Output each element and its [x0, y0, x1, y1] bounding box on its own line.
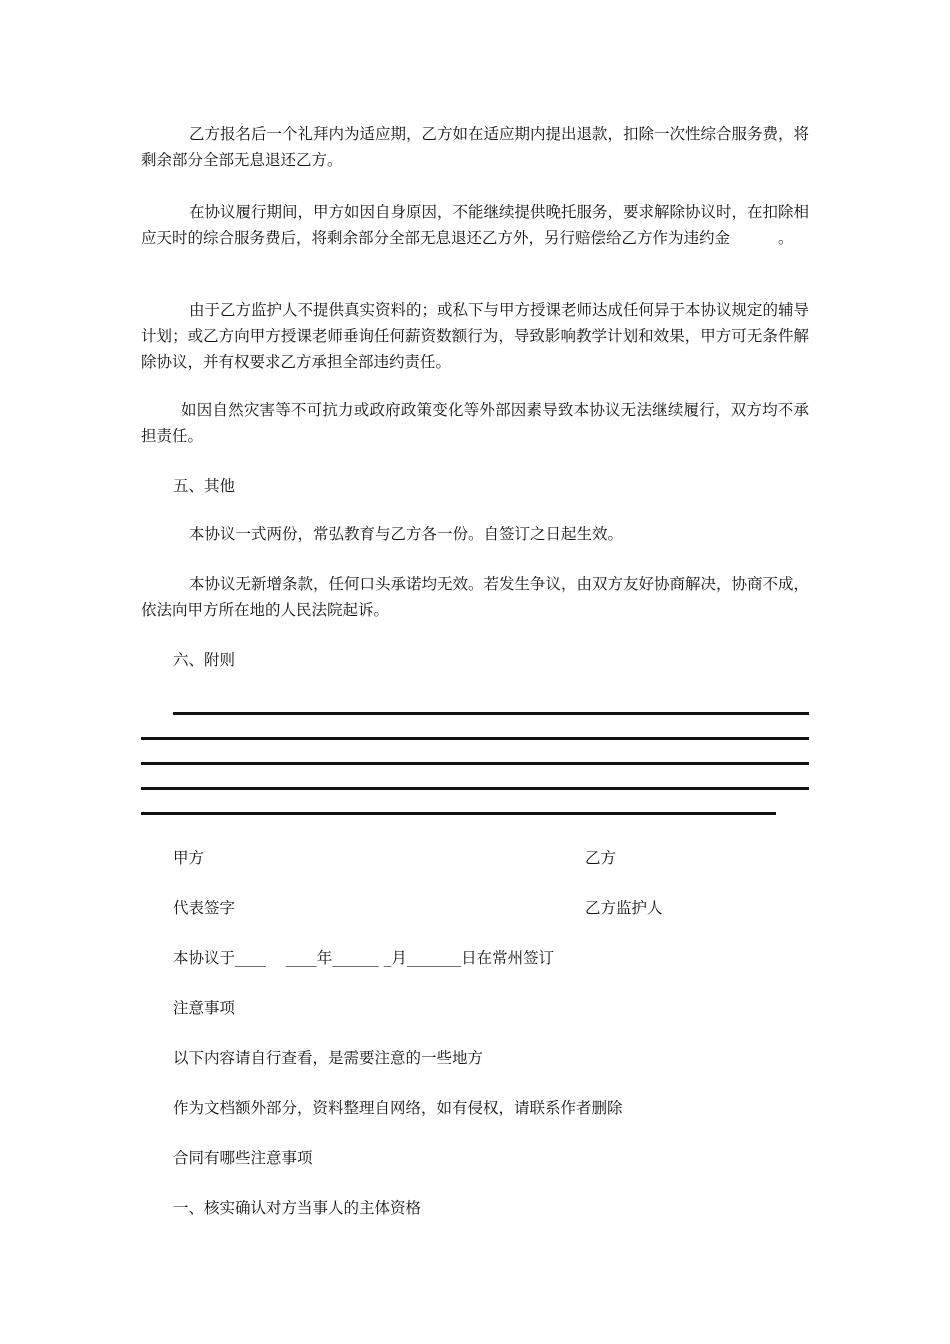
section-heading-appendix: 六、附则 [173, 651, 236, 669]
blank-rule-line [141, 737, 809, 740]
paragraph-termination-conditions: 由于乙方监护人不提供真实资料的；或私下与甲方授课老师达成任何异于本协议规定的辅导计划；或乙方向甲方授课老师垂询任何薪资数额行为，导致影响教学计划和效果，甲方可无条件解除协议，并有权要求乙方承担全部违约责任。 [141, 301, 810, 371]
notes-line: 以下内容请自行查看，是需要注意的一些地方 [173, 1049, 484, 1067]
paragraph-early-termination-text: 在协议履行期间，甲方如因自身原因，不能继续提供晚托服务，要求解除协议时，在扣除相应天时的综合服务费后，将剩余部分全部无息退还乙方外，另行赔偿给乙方作为违约金 [141, 203, 810, 247]
paragraph-end-mark: 。 [778, 229, 794, 247]
paragraph-copies: 本协议一式两份，常弘教育与乙方各一份。自签订之日起生效。 [189, 525, 624, 543]
party-b-label: 乙方 [585, 849, 617, 867]
guardian-label: 乙方监护人 [585, 899, 663, 917]
notes-line: 一、核实确认对方当事人的主体资格 [173, 1199, 422, 1217]
blank-rule-line [173, 712, 809, 715]
party-a-label: 甲方 [173, 849, 205, 867]
notes-title: 注意事项 [173, 999, 236, 1017]
paragraph-early-termination [141, 199, 809, 251]
blank-rule-line [141, 787, 809, 790]
signing-date-line: 本协议于____ ____年______ _月_______日在常州签订 [173, 949, 555, 967]
paragraph-disputes: 本协议无新增条款，任何口头承诺均无效。若发生争议，由双方友好协商解决，协商不成，依法向甲方所在地的人民法院起诉。 [141, 575, 810, 619]
paragraph-adaptation-period: 乙方报名后一个礼拜内为适应期，乙方如在适应期内提出退款，扣除一次性综合服务费，将剩余部分全部无息退还乙方。 [141, 125, 810, 169]
notes-line: 作为文档额外部分，资料整理自网络，如有侵权，请联系作者删除 [173, 1099, 623, 1117]
notes-line: 合同有哪些注意事项 [173, 1149, 313, 1167]
section-heading-other: 五、其他 [173, 477, 236, 495]
blank-rule-line [141, 812, 776, 815]
blank-rule-line [141, 762, 809, 765]
representative-signature-label: 代表签字 [173, 899, 236, 917]
paragraph-force-majeure: 如因自然灾害等不可抗力或政府政策变化等外部因素导致本协议无法继续履行，双方均不承担责任。 [141, 401, 809, 445]
